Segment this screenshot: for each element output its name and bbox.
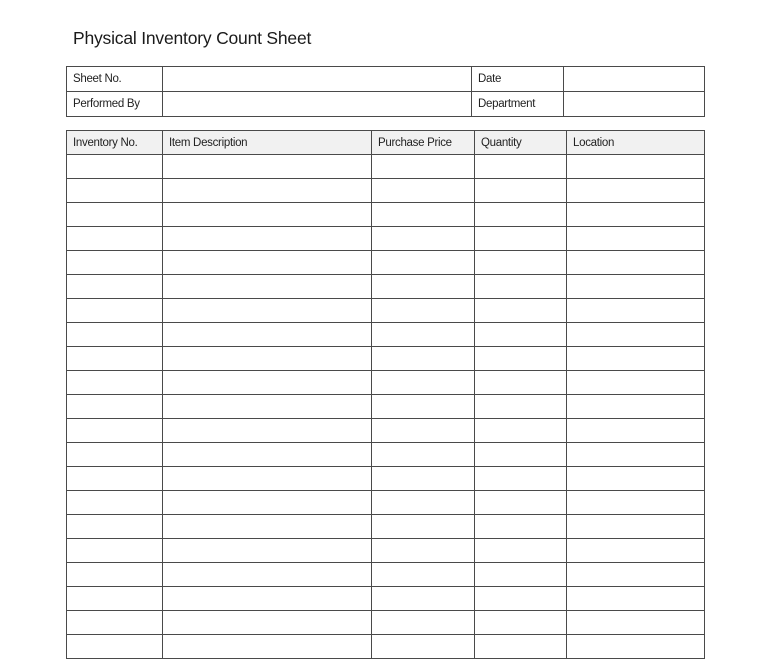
purchase-price-cell[interactable] xyxy=(372,491,475,515)
item-description-cell[interactable] xyxy=(163,299,372,323)
purchase-price-cell[interactable] xyxy=(372,155,475,179)
table-row xyxy=(67,635,705,659)
purchase-price-cell[interactable] xyxy=(372,227,475,251)
purchase-price-cell[interactable] xyxy=(372,203,475,227)
quantity-cell[interactable] xyxy=(475,635,567,659)
quantity-cell[interactable] xyxy=(475,203,567,227)
inventory-no-cell[interactable] xyxy=(67,347,163,371)
table-row xyxy=(67,515,705,539)
item-description-cell[interactable] xyxy=(163,179,372,203)
item-description-cell[interactable] xyxy=(163,227,372,251)
item-description-cell[interactable] xyxy=(163,443,372,467)
location-cell[interactable] xyxy=(567,371,705,395)
department-field[interactable] xyxy=(564,92,705,117)
item-description-cell[interactable] xyxy=(163,275,372,299)
purchase-price-cell[interactable] xyxy=(372,395,475,419)
table-row xyxy=(67,323,705,347)
location-cell[interactable] xyxy=(567,611,705,635)
location-cell[interactable] xyxy=(567,323,705,347)
quantity-cell[interactable] xyxy=(475,611,567,635)
col-location: Location xyxy=(567,131,705,155)
department-label: Department xyxy=(472,92,564,117)
table-row xyxy=(67,347,705,371)
inventory-no-cell[interactable] xyxy=(67,515,163,539)
info-row-2 xyxy=(67,92,705,117)
sheet-no-label: Sheet No. xyxy=(67,67,163,92)
quantity-cell[interactable] xyxy=(475,515,567,539)
quantity-cell[interactable] xyxy=(475,563,567,587)
item-description-cell[interactable] xyxy=(163,347,372,371)
item-description-cell[interactable] xyxy=(163,203,372,227)
table-row xyxy=(67,395,705,419)
inventory-no-cell[interactable] xyxy=(67,635,163,659)
quantity-cell[interactable] xyxy=(475,395,567,419)
inventory-no-cell[interactable] xyxy=(67,371,163,395)
quantity-cell[interactable] xyxy=(475,251,567,275)
quantity-cell[interactable] xyxy=(475,587,567,611)
item-description-cell[interactable] xyxy=(163,491,372,515)
location-cell[interactable] xyxy=(567,539,705,563)
inventory-no-cell[interactable] xyxy=(67,155,163,179)
location-cell[interactable] xyxy=(567,395,705,419)
performed-by-label: Performed By xyxy=(67,92,163,117)
purchase-price-cell[interactable] xyxy=(372,539,475,563)
inventory-no-cell[interactable] xyxy=(67,203,163,227)
purchase-price-cell[interactable] xyxy=(372,515,475,539)
item-description-cell[interactable] xyxy=(163,323,372,347)
col-purchase-price: Purchase Price xyxy=(372,131,475,155)
purchase-price-cell[interactable] xyxy=(372,275,475,299)
location-cell[interactable] xyxy=(567,491,705,515)
inventory-no-cell[interactable] xyxy=(67,275,163,299)
purchase-price-cell[interactable] xyxy=(372,443,475,467)
inventory-no-cell[interactable] xyxy=(67,563,163,587)
quantity-cell[interactable] xyxy=(475,347,567,371)
sheet-info-table xyxy=(66,66,705,117)
location-cell[interactable] xyxy=(567,515,705,539)
inventory-no-cell[interactable] xyxy=(67,419,163,443)
location-cell[interactable] xyxy=(567,299,705,323)
location-cell[interactable] xyxy=(567,227,705,251)
location-cell[interactable] xyxy=(567,563,705,587)
location-cell[interactable] xyxy=(567,443,705,467)
inventory-no-cell[interactable] xyxy=(67,443,163,467)
table-row xyxy=(67,275,705,299)
purchase-price-cell[interactable] xyxy=(372,299,475,323)
quantity-cell[interactable] xyxy=(475,275,567,299)
purchase-price-cell[interactable] xyxy=(372,635,475,659)
table-row xyxy=(67,587,705,611)
table-row xyxy=(67,251,705,275)
purchase-price-cell[interactable] xyxy=(372,179,475,203)
inventory-no-cell[interactable] xyxy=(67,227,163,251)
table-row xyxy=(67,563,705,587)
quantity-cell[interactable] xyxy=(475,467,567,491)
purchase-price-cell[interactable] xyxy=(372,371,475,395)
table-row xyxy=(67,227,705,251)
inventory-no-cell[interactable] xyxy=(67,179,163,203)
location-cell[interactable] xyxy=(567,203,705,227)
inventory-no-cell[interactable] xyxy=(67,299,163,323)
table-row xyxy=(67,299,705,323)
col-quantity: Quantity xyxy=(475,131,567,155)
quantity-cell[interactable] xyxy=(475,299,567,323)
item-description-cell[interactable] xyxy=(163,419,372,443)
location-cell[interactable] xyxy=(567,155,705,179)
item-description-cell[interactable] xyxy=(163,635,372,659)
inventory-no-cell[interactable] xyxy=(67,395,163,419)
page-title: Physical Inventory Count Sheet xyxy=(73,28,312,48)
item-description-cell[interactable] xyxy=(163,467,372,491)
location-cell[interactable] xyxy=(567,251,705,275)
location-cell[interactable] xyxy=(567,179,705,203)
quantity-cell[interactable] xyxy=(475,155,567,179)
sheet-no-field[interactable] xyxy=(163,67,472,92)
inventory-header-row xyxy=(67,131,705,155)
col-inventory-no: Inventory No. xyxy=(67,131,163,155)
location-cell[interactable] xyxy=(567,347,705,371)
item-description-cell[interactable] xyxy=(163,611,372,635)
table-row xyxy=(67,419,705,443)
quantity-cell[interactable] xyxy=(475,179,567,203)
inventory-no-cell[interactable] xyxy=(67,467,163,491)
purchase-price-cell[interactable] xyxy=(372,611,475,635)
table-row xyxy=(67,203,705,227)
quantity-cell[interactable] xyxy=(475,227,567,251)
inventory-no-cell[interactable] xyxy=(67,539,163,563)
table-row xyxy=(67,371,705,395)
quantity-cell[interactable] xyxy=(475,419,567,443)
table-row xyxy=(67,443,705,467)
item-description-cell[interactable] xyxy=(163,587,372,611)
table-row xyxy=(67,179,705,203)
location-cell[interactable] xyxy=(567,467,705,491)
item-description-cell[interactable] xyxy=(163,539,372,563)
info-row-1 xyxy=(67,67,705,92)
table-row xyxy=(67,467,705,491)
item-description-cell[interactable] xyxy=(163,395,372,419)
table-row xyxy=(67,539,705,563)
location-cell[interactable] xyxy=(567,587,705,611)
item-description-cell[interactable] xyxy=(163,515,372,539)
table-row xyxy=(67,155,705,179)
purchase-price-cell[interactable] xyxy=(372,563,475,587)
date-field[interactable] xyxy=(564,67,705,92)
quantity-cell[interactable] xyxy=(475,371,567,395)
location-cell[interactable] xyxy=(567,635,705,659)
inventory-no-cell[interactable] xyxy=(67,611,163,635)
col-item-description: Item Description xyxy=(163,131,372,155)
location-cell[interactable] xyxy=(567,275,705,299)
date-label: Date xyxy=(472,67,564,92)
table-row xyxy=(67,611,705,635)
inventory-table xyxy=(66,130,705,659)
inventory-no-cell[interactable] xyxy=(67,251,163,275)
item-description-cell[interactable] xyxy=(163,563,372,587)
location-cell[interactable] xyxy=(567,419,705,443)
quantity-cell[interactable] xyxy=(475,539,567,563)
item-description-cell[interactable] xyxy=(163,251,372,275)
quantity-cell[interactable] xyxy=(475,443,567,467)
purchase-price-cell[interactable] xyxy=(372,467,475,491)
table-row xyxy=(67,491,705,515)
purchase-price-cell[interactable] xyxy=(372,587,475,611)
performed-by-field[interactable] xyxy=(163,92,472,117)
purchase-price-cell[interactable] xyxy=(372,323,475,347)
inventory-body xyxy=(67,155,705,659)
item-description-cell[interactable] xyxy=(163,155,372,179)
quantity-cell[interactable] xyxy=(475,491,567,515)
inventory-no-cell[interactable] xyxy=(67,323,163,347)
item-description-cell[interactable] xyxy=(163,371,372,395)
inventory-no-cell[interactable] xyxy=(67,491,163,515)
purchase-price-cell[interactable] xyxy=(372,419,475,443)
purchase-price-cell[interactable] xyxy=(372,251,475,275)
purchase-price-cell[interactable] xyxy=(372,347,475,371)
quantity-cell[interactable] xyxy=(475,323,567,347)
inventory-no-cell[interactable] xyxy=(67,587,163,611)
